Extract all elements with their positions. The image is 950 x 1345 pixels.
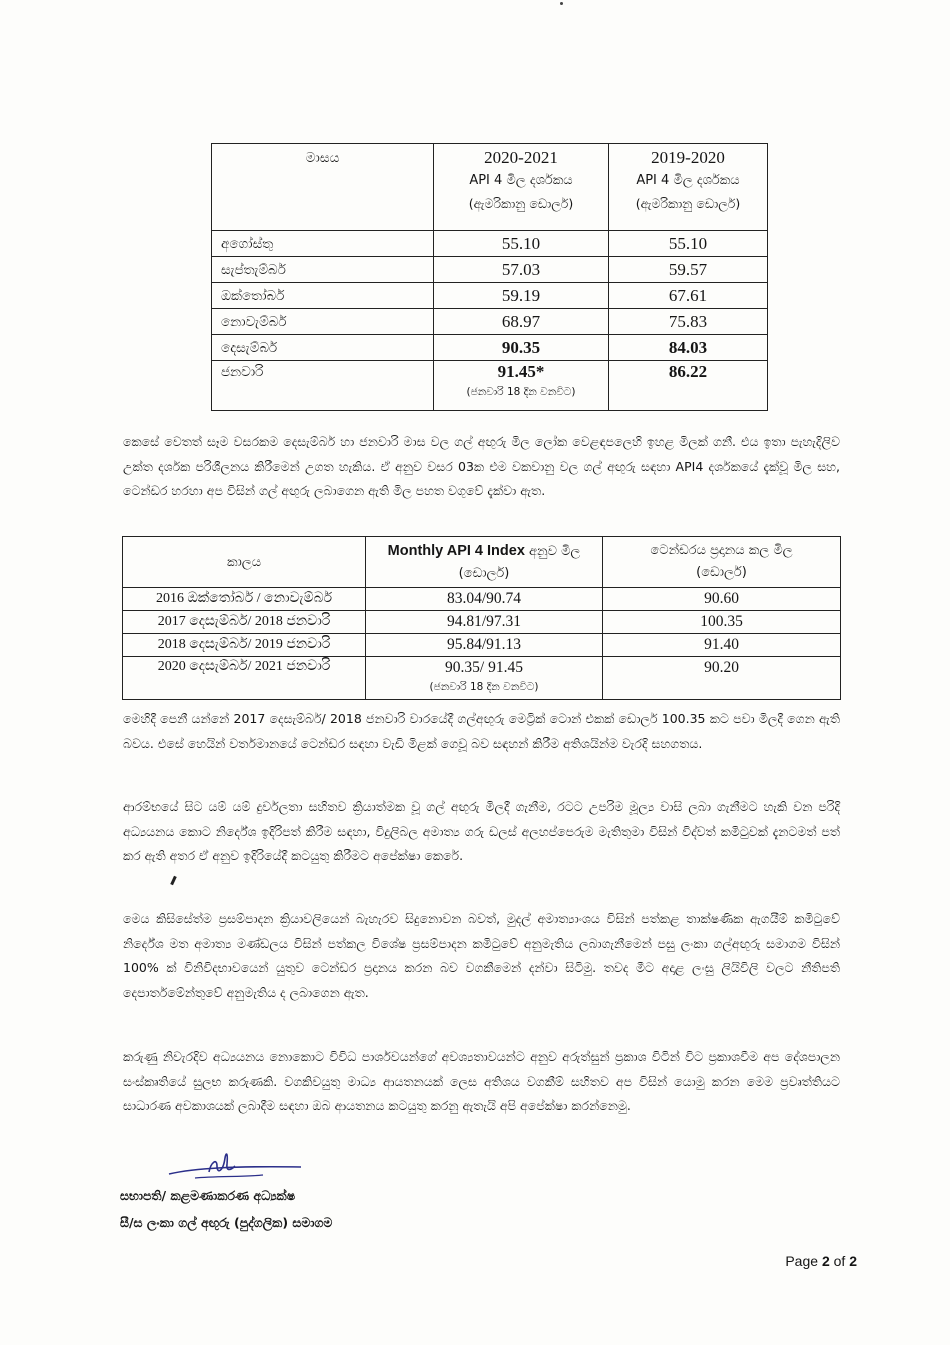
index-cell: 95.84/91.13 — [366, 634, 603, 657]
tender-price-table — [122, 536, 841, 700]
period-cell: 2017 දෙසැම්බර්/ 2018 ජනවාරි — [123, 611, 366, 634]
period-cell: 2018 දෙසැම්බර්/ 2019 ජනවාරි — [123, 634, 366, 657]
value-cell: 55.10 — [434, 231, 609, 257]
table-row — [212, 257, 768, 283]
month-cell: දෙසැම්බර් — [212, 335, 434, 361]
month-cell: නොවැම්බර් — [212, 309, 434, 335]
table-row — [212, 361, 768, 411]
paragraph-4: මෙය කිසිසේත්ම ප්‍රසම්පාදන ක්‍රියාවලියෙන් බැහැරව සිදුනොවන බවත්, මුදල් අමාත්‍යාංශය විසින් පත්කළ තාක්ෂණික ඇගයීම් කමිටුවේ නිර්දේශ මත අමාත්‍ය මණ්ඩලය විසින් පත්කල විශේෂ ප්‍රසම්පාදන කමිටුවේ අනුමැතිය ලබාගැනීමෙන් පසු ලංකා ගල්අඟුරු සමාගම විසින් 100% ක් විනිවිදභාවයෙන් යුතුව ටෙන්ඩර ප්‍රදානය කරන බව වගකීමෙන් දන්වා සිටිමු. තවද මීට අදාළ ලංසු ලියිවිලි වලට නීතිපති දෙපාර්තමේන්තුවේ අනුමැතිය ද ලබාගෙන ඇත. — [123, 911, 840, 1000]
table-header-row — [123, 537, 841, 588]
value-cell: 91.45* (ජනවාරි 18 දින වනවිට) — [434, 361, 609, 411]
tender-cell: 100.35 — [603, 611, 841, 634]
month-cell: සැප්තැම්බර් — [212, 257, 434, 283]
signatory-title: සභාපති/ කළමණාකරණ අධ්‍යක්ෂ — [120, 1188, 296, 1203]
index-cell: 90.35/ 91.45 (ජනවාරි 18 දින වනවිට) — [366, 657, 603, 700]
tender-cell: 90.20 — [603, 657, 841, 700]
tender-cell: 90.60 — [603, 588, 841, 611]
value-cell: 75.83 — [609, 309, 768, 335]
value-cell: 68.97 — [434, 309, 609, 335]
table-row — [123, 588, 841, 611]
index-cell: 94.81/97.31 — [366, 611, 603, 634]
date-note: (ජනවාරි 18 දින වනවිට) — [429, 681, 539, 693]
ink-mark — [170, 876, 177, 885]
value-cell: 59.57 — [609, 257, 768, 283]
company-name: සී/ස ලංකා ගල් අඟුරු (පුද්ගලික) සමාගම — [120, 1215, 333, 1230]
table-row — [212, 231, 768, 257]
table-row — [212, 335, 768, 361]
paragraph-2: මෙහිදී පෙනී යන්නේ 2017 දෙසැම්බර්/ 2018 ජනවාරි වාරයේදී ගල්අඟුරු මෙට්‍රික් ටොන් එකක් ඩොලර් 100.35 කට පවා මිලදී ගෙන ඇති බවය. එසේ හෙයින් වර්තමානයේ ටෙන්ඩර සඳහා වැඩි මිළක් ගෙවූ බව සඳහන් කිරීම අතිශයින්ම වැරදි සහගතය. — [123, 711, 840, 751]
paragraph-3: ආරම්භයේ සිට යම් යම් දුර්වලතා සහිතව ක්‍රියාත්මක වූ ගල් අඟුරු මිලදී ගැනීම, රටට උපරිම මූල්‍ය වාසි ලබා ගැනීමට හැකි වන පරිදි අධ්‍යයනය කොට නිර්දේශ ඉදිරිපත් කිරීම සඳහා, විදුලිබල අමාත්‍ය ගරු ඩලස් අලහප්පෙරුම මැතිතුමා විසින් විද්වත් කමිටුවක් දැනටමත් පත් කර ඇති අතර ඒ අනුව ඉදිරියේදී කටයුතු කිරීමට අපේක්ෂා කෙරේ. — [123, 799, 840, 864]
col-header-tender: ටෙන්ඩරය ප්‍රදානය කල මිල (ඩොලර්) — [603, 537, 841, 588]
value-cell: 67.61 — [609, 283, 768, 309]
col-header-index: Monthly API 4 Index අනුව මිල (ඩොලර්) — [366, 537, 603, 588]
month-cell: අගෝස්තු — [212, 231, 434, 257]
col-header-2019-2020: 2019-2020 API 4 මිල දර්ශකය (ඇමරිකානු ඩොලර්) — [609, 144, 768, 231]
table-row — [212, 283, 768, 309]
col-header-month: මාසය — [212, 144, 434, 231]
scan-speck — [560, 2, 563, 5]
paragraph-1: කෙසේ වෙතත් සෑම වසරකම දෙසැම්බර් හා ජනවාරි මාස වල ගල් අඟුරු මිල ලෝක වෙළඳපලෙහි ඉහළ මිලක් ගනී. එය ඉතා පැහැදිලිව උක්ත දර්ශක පරිශීලනය කිරීමෙන් උගත හැකිය. ඒ අනුව වසර 03ක එම වකවානු වල ගල් අඟුරු සඳහා API4 දර්ශකයේ දැක්වූ මිල සහ, ටෙන්ඩර හරහා අප විසින් ගල් අඟුරු ලබාගෙන ඇති මිල පහත වගුවේ දැක්වා ඇත. — [123, 434, 840, 499]
tender-cell: 91.40 — [603, 634, 841, 657]
paragraph-5: කරුණු නිවැරදිව අධ්‍යයනය නොකොට විවිධ පාර්ශවයන්ගේ අවශ්‍යතාවයන්ට අනුව අරුත්සුන් ප්‍රකාශ විටින් විට ප්‍රකාශවීම අප දේශපාලන සංස්කෘතියේ සුලභ කරුණකි. වගකිවයුතු මාධ්‍ය ආයතනයක් ලෙස අතිශය වගකීම් සහිතව අප විසින් යොමු කරන මෙම ප්‍රවෘත්තියට සාධාරණ අවකාශයක් ලබාදීම සඳහා ඔබ ආයතනය කටයුතු කරනු ඇතැයි අපි අපේක්ෂා කරන්නෙමු. — [123, 1049, 840, 1114]
table-header-row — [212, 144, 768, 231]
month-cell: ඔක්තෝබර් — [212, 283, 434, 309]
table-row — [212, 309, 768, 335]
signature-image — [165, 1150, 305, 1186]
month-cell: ජනවාරි — [212, 361, 434, 411]
api4-monthly-table — [211, 143, 768, 411]
page-number: Page 2 of 2 — [785, 1253, 857, 1269]
value-cell: 55.10 — [609, 231, 768, 257]
col-header-period: කාලය — [123, 537, 366, 588]
index-cell: 83.04/90.74 — [366, 588, 603, 611]
table-row — [123, 611, 841, 634]
value-cell: 90.35 — [434, 335, 609, 361]
value-cell: 86.22 — [609, 361, 768, 411]
period-cell: 2016 ඔක්තෝබර් / නොවැම්බර් — [123, 588, 366, 611]
value-cell: 57.03 — [434, 257, 609, 283]
table-row — [123, 634, 841, 657]
value-cell: 59.19 — [434, 283, 609, 309]
period-cell: 2020 දෙසැම්බර්/ 2021 ජනවාරි — [123, 657, 366, 700]
col-header-2020-2021: 2020-2021 API 4 මිල දර්ශකය (ඇමරිකානු ඩොලර්) — [434, 144, 609, 231]
table-row — [123, 657, 841, 700]
date-note: (ජනවාරි 18 දින වනවිට) — [466, 386, 576, 398]
value-cell: 84.03 — [609, 335, 768, 361]
